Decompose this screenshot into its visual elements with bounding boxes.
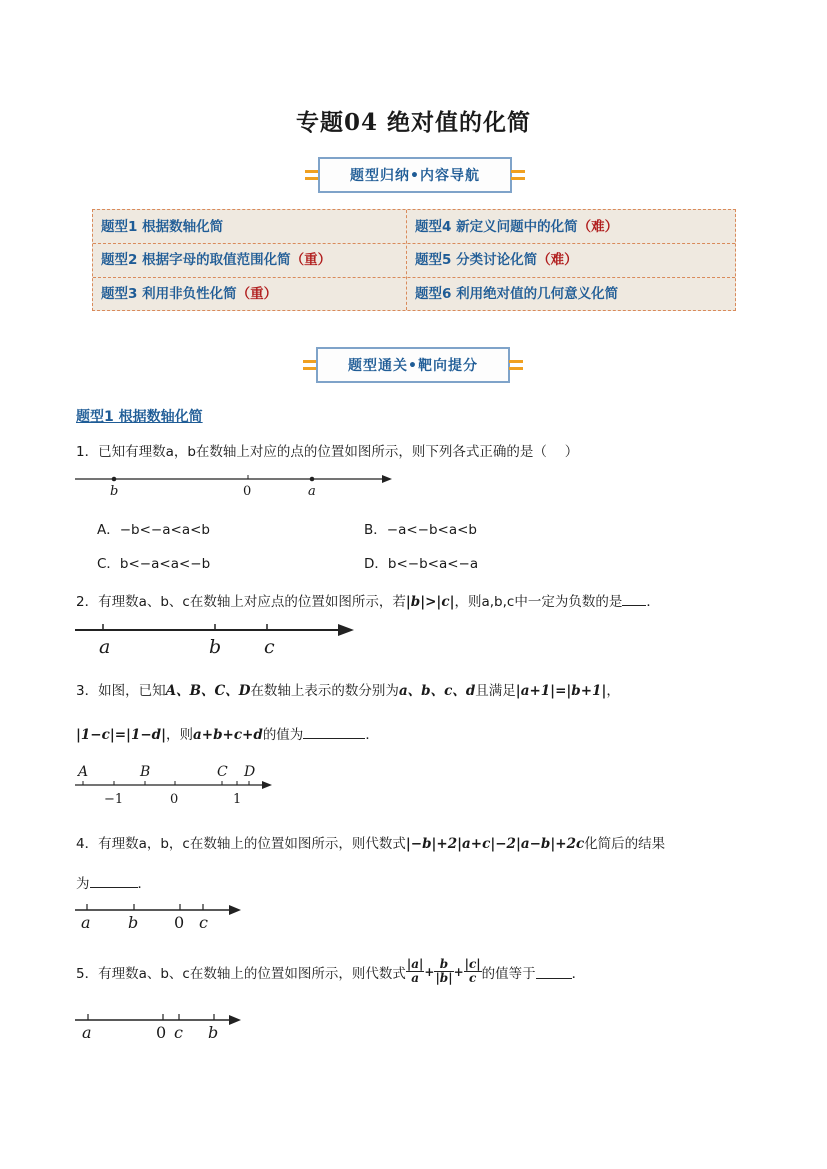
question-3-line-2: |1−c|=|1−d|，则a+b+c+d的值为 ． xyxy=(76,723,379,743)
question-1-stem: 1．已知有理数a，b在数轴上对应的点的位置如图所示，则下列各式正确的是（ ） xyxy=(76,444,579,460)
fraction: $\frac{b}{|b|}$ xyxy=(435,957,453,985)
banner-deco-icon xyxy=(305,168,319,182)
axis-label: C xyxy=(217,764,228,780)
fraction: $\frac{|c|}{c}$ xyxy=(464,957,481,985)
question-4-line-1: 4．有理数a，b，c在数轴上的位置如图所示，则代数式|−b|+2|a+c|−2|a−b|+2c化简后的结果 xyxy=(76,836,666,852)
section-heading: 题型1 根据数轴化简 xyxy=(76,409,203,425)
question-5-stem: 5．有理数a、b、c在数轴上的位置如图所示，则代数式 $\frac{|a|}{a}$ + $\frac{b}{|b|}$ + $\frac{|c|}{c}$ 的值等于 ． xyxy=(76,957,586,985)
banner-deco-icon xyxy=(509,358,523,372)
nav-link-type5[interactable]: 题型5 分类讨论化简（难） xyxy=(415,252,578,268)
axis-label: 0 xyxy=(174,913,185,932)
axis-label: b xyxy=(208,1023,219,1042)
axis-tick: 0 xyxy=(170,792,179,807)
question-3-line-1: 3．如图，已知A、B、C、D在数轴上表示的数分别为a、b、c、d且满足|a+1|=|b+1|， xyxy=(76,683,620,699)
axis-label: c xyxy=(199,913,208,932)
axis-label: b xyxy=(110,484,119,499)
axis-label: a xyxy=(81,913,91,932)
axis-tick: −1 xyxy=(104,792,124,807)
question-3-number-line xyxy=(72,760,282,810)
fraction: $\frac{|a|}{a}$ xyxy=(406,957,424,985)
option-c[interactable]: C．b<−a<a<−b xyxy=(97,556,211,572)
option-b[interactable]: B．−a<−b<a<b xyxy=(364,522,478,538)
question-5-number-line xyxy=(72,1010,252,1046)
nav-link-type6[interactable]: 题型6 利用绝对值的几何意义化简 xyxy=(415,286,619,302)
axis-label: A xyxy=(78,764,89,780)
question-2-number-line xyxy=(72,620,362,660)
axis-label: 0 xyxy=(156,1023,167,1042)
axis-label: B xyxy=(140,764,151,780)
answer-blank[interactable] xyxy=(303,724,365,739)
option-d[interactable]: D．b<−b<a<−a xyxy=(364,556,479,572)
answer-blank[interactable] xyxy=(536,964,572,979)
banner-deco-icon xyxy=(511,168,525,182)
nav-link-type4[interactable]: 题型4 新定义问题中的化简（难） xyxy=(415,219,619,235)
content-navigation-table xyxy=(92,209,736,311)
axis-label: b xyxy=(209,636,222,658)
banner-deco-icon xyxy=(303,358,317,372)
question-2-stem: 2．有理数a、b、c在数轴上对应点的位置如图所示，若|b|>|c|，则a,b,c中一定为负数的是 ． xyxy=(76,590,660,610)
question-4-number-line xyxy=(72,898,252,934)
banner-navigation xyxy=(305,157,525,193)
axis-label: c xyxy=(174,1023,183,1042)
question-4-line-2: 为 ． xyxy=(76,872,151,892)
nav-link-type1[interactable]: 题型1 根据数轴化简 xyxy=(101,219,224,235)
axis-label: c xyxy=(264,636,275,658)
question-1-number-line xyxy=(70,468,400,502)
axis-label: a xyxy=(99,636,111,658)
axis-label: a xyxy=(82,1023,92,1042)
axis-label: a xyxy=(308,484,316,499)
axis-tick: 1 xyxy=(233,792,242,807)
page-title: 专题04 绝对值的化简 xyxy=(295,109,531,136)
nav-link-type2[interactable]: 题型2 根据字母的取值范围化简（重） xyxy=(101,252,332,268)
option-a[interactable]: A．−b<−a<a<b xyxy=(97,522,210,538)
axis-label: b xyxy=(128,913,139,932)
banner-label: 题型归纳•内容导航 xyxy=(318,157,512,193)
axis-label: D xyxy=(244,764,256,780)
answer-blank[interactable] xyxy=(622,591,646,606)
nav-link-type3[interactable]: 题型3 利用非负性化简（重） xyxy=(101,286,278,302)
answer-blank[interactable] xyxy=(90,873,138,888)
banner-practice xyxy=(303,347,523,383)
axis-label: 0 xyxy=(243,484,252,499)
banner-label: 题型通关•靶向提分 xyxy=(316,347,510,383)
